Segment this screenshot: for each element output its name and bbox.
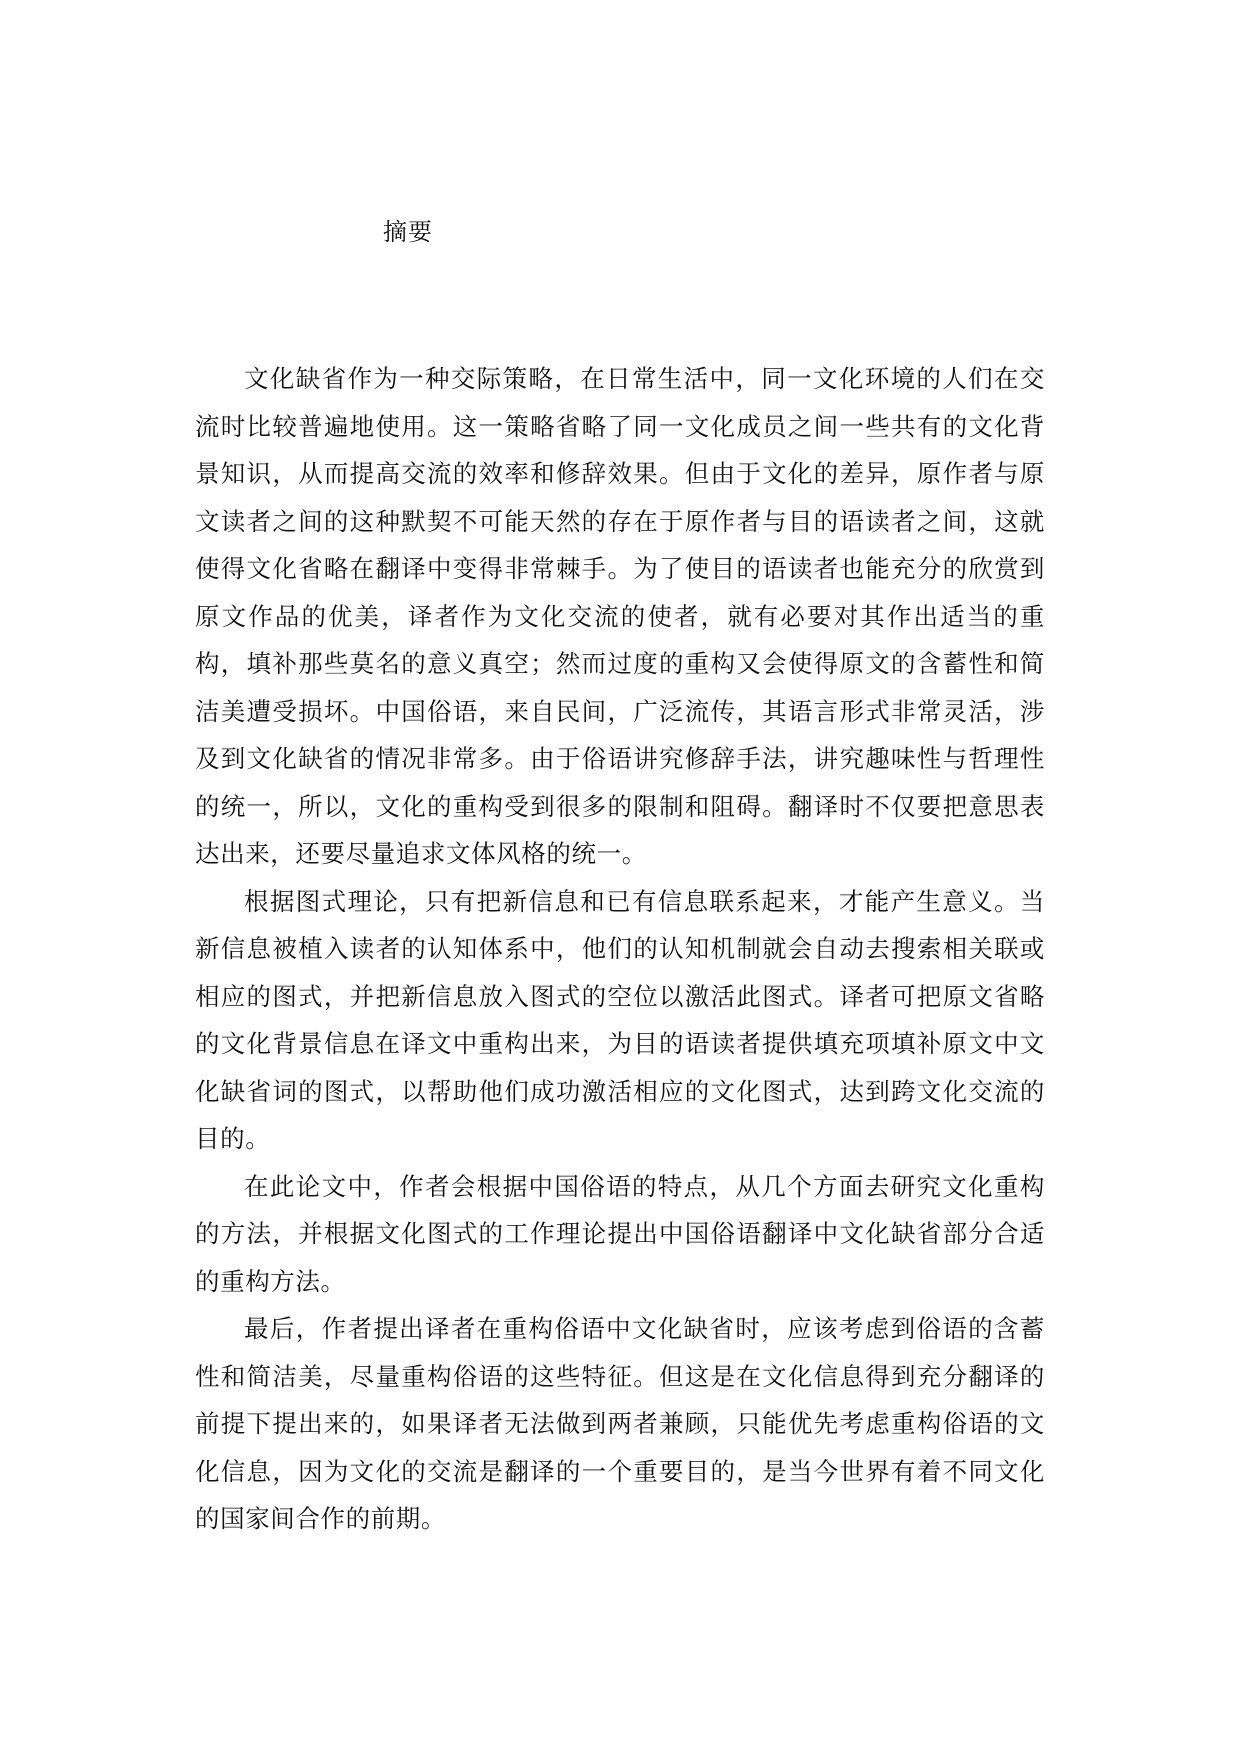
abstract-paragraph-1: 文化缺省作为一种交际策略，在日常生活中，同一文化环境的人们在交流时比较普遍地使用。这一策略省略了同一文化成员之间一些共有的文化背景知识，从而提高交流的效率和修辞效果。但由于文化的差异，原作者与原文读者之间的这种默契不可能天然的存在于原作者与目的语读者之间，这就使得文化省略在翻译中变得非常棘手。为了使目的语读者也能充分的欣赏到原文作品的优美，译者作为文化交流的使者，就有必要对其作出适当的重构，填补那些莫名的意义真空；然而过度的重构又会使得原文的含蓄性和简洁美遭受损坏。中国俗语，来自民间，广泛流传，其语言形式非常灵活，涉及到文化缺省的情况非常多。由于俗语讲究修辞手法，讲究趣味性与哲理性的统一，所以，文化的重构受到很多的限制和阻碍。翻译时不仅要把意思表达出来，还要尽量追求文体风格的统一。 (195, 364, 1045, 868)
abstract-paragraph-2: 根据图式理论，只有把新信息和已有信息联系起来，才能产生意义。当新信息被植入读者的认知体系中，他们的认知机制就会自动去搜索相关联或相应的图式，并把新信息放入图式的空位以激活此图式。译者可把原文省略的文化背景信息在译文中重构出来，为目的语读者提供填充项填补原文中文化缺省词的图式，以帮助他们成功激活相应的文化图式，达到跨文化交流的目的。 (195, 886, 1045, 1153)
page-title: 摘要 (383, 218, 433, 246)
abstract-paragraph-4: 最后，作者提出译者在重构俗语中文化缺省时，应该考虑到俗语的含蓄性和简洁美，尽量重构俗语的这些特征。但这是在文化信息得到充分翻译的前提下提出来的，如果译者无法做到两者兼顾，只能优先考虑重构俗语的文化信息，因为文化的交流是翻译的一个重要目的，是当今世界有着不同文化的国家间合作的前期。 (195, 1314, 1045, 1533)
abstract-paragraph-3: 在此论文中，作者会根据中国俗语的特点，从几个方面去研究文化重构的方法，并根据文化图式的工作理论提出中国俗语翻译中文化缺省部分合适的重构方法。 (195, 1171, 1045, 1296)
abstract-body (195, 355, 1045, 1543)
